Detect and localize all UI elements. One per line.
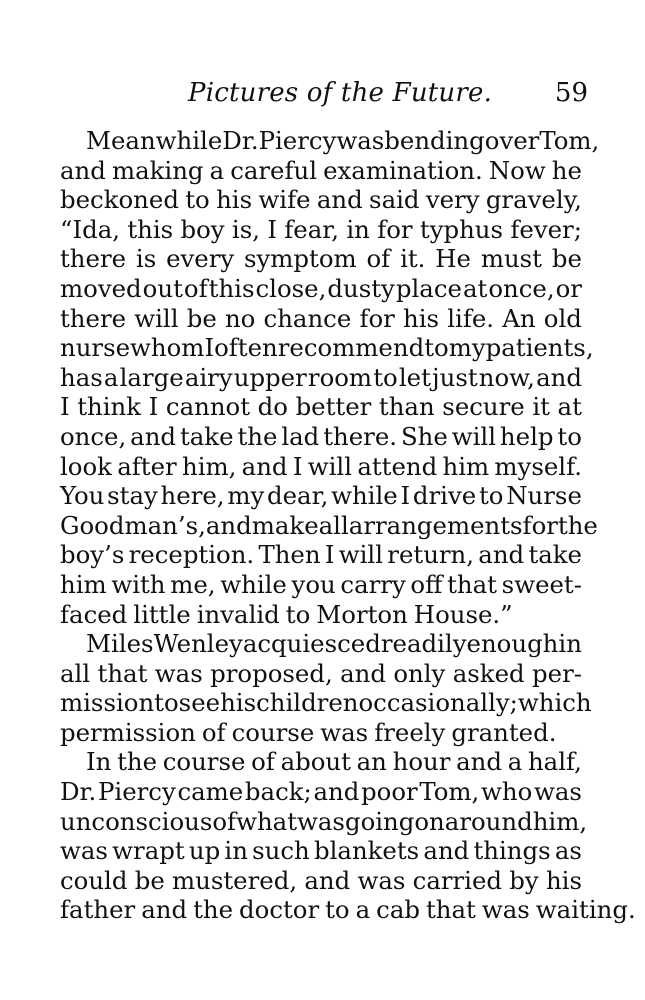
text-line: there is every symptom of it. He must be (60, 244, 582, 274)
text-line: I think I cannot do better than secure it at (60, 392, 582, 422)
text-line: unconscious of what was going on around him, (60, 806, 588, 836)
text-line: could be mustered, and was carried by his (60, 865, 582, 895)
text-line: In the course of about an hour and a half, (86, 747, 582, 777)
text-line: and making a careful examination. Now he (60, 155, 582, 185)
text-line: Dr. Piercy came back; and poor Tom, who was (60, 777, 582, 807)
running-title: Pictures of the Future. (188, 78, 493, 108)
paragraph (60, 747, 636, 925)
text-line: nurse whom I often recommend to my patients, (60, 333, 594, 363)
text-line: permission of course was freely granted. (60, 717, 557, 747)
paragraph (60, 126, 600, 629)
text-line: has a large airy upper room to let just now, and (60, 362, 582, 392)
page-number: 59 (554, 78, 588, 108)
text-line: You stay here, my dear, while I drive to Nurse (60, 481, 582, 511)
text-line: look after him, and I will attend him myself. (60, 451, 582, 481)
text-line: boy’s reception. Then I will return, and take (60, 540, 582, 570)
text-line: father and the doctor to a cab that was waiting. (60, 895, 636, 925)
text-line: beckoned to his wife and said very gravely, (60, 185, 582, 215)
text-line: mission to see his children occasionally; which (60, 688, 592, 718)
text-line: all that was proposed, and only asked per- (60, 658, 582, 688)
text-line: “Ida, this boy is, I fear, in for typhus fever; (60, 214, 582, 244)
body-text (60, 126, 636, 925)
text-line: once, and take the lad there. She will help to (60, 421, 582, 451)
text-line: faced little invalid to Morton House.” (60, 599, 513, 629)
text-line: there will be no chance for his life. An old (60, 303, 582, 333)
text-line: Goodman’s, and make all arrangements for the (60, 510, 598, 540)
paragraph (60, 629, 592, 747)
text-line: was wrapt up in such blankets and things as (60, 836, 582, 866)
text-line: Meanwhile Dr. Piercy was bending over Tom, (86, 126, 600, 155)
text-line: him with me, while you carry off that sweet- (60, 569, 582, 599)
text-line: moved out of this close, dusty place at once, or (60, 273, 582, 303)
page-header (88, 78, 588, 114)
text-line: Miles Wenley acquiesced readily enough in (86, 629, 582, 659)
